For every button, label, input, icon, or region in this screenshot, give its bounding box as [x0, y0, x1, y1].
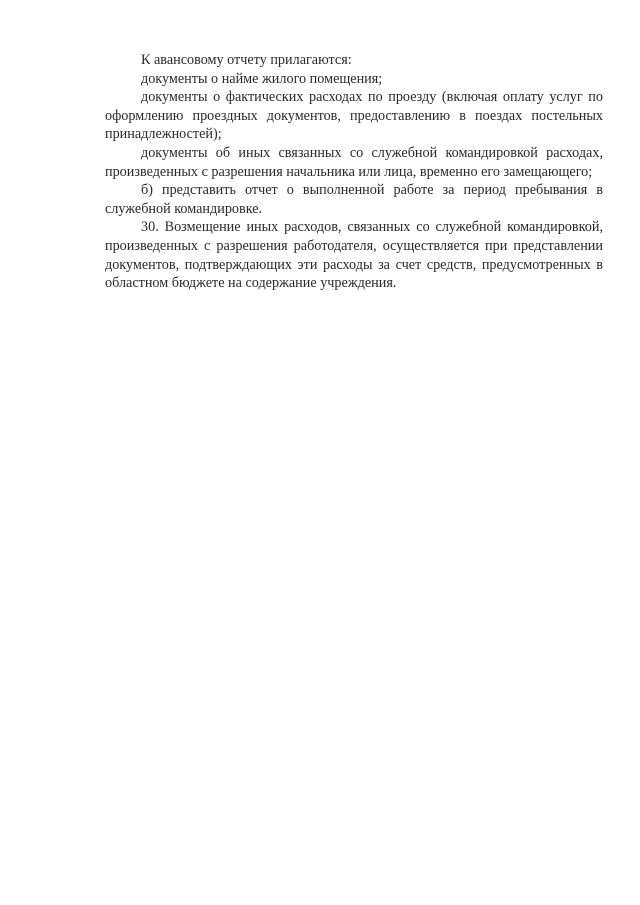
- paragraph-housing-documents: документы о найме жилого помещения;: [141, 70, 383, 87]
- paragraph-other-expense-documents: документы об иных связанных со служебной командировкой расходах, произведенных с разрешения начальника или лица, временно его замещающего;: [105, 144, 603, 180]
- paragraph-travel-expense-documents: документы о фактических расходах по проезду (включая оплату услуг по оформлению проездных документов, предоставлению в поездах постельных принадлежностей);: [105, 89, 603, 143]
- paragraph-item-30-reimbursement: 30. Возмещение иных расходов, связанных со служебной командировкой, произведенных с разрешения работодателя, осуществляется при представлении документов, подтверждающих эти расходы за счет средств, предусмотренных в областном бюджете на содержание учреждения.: [105, 219, 603, 292]
- paragraph-advance-report-attachments: К авансовому отчету прилагаются:: [141, 52, 352, 68]
- paragraph-work-report: б) представить отчет о выполненной работе за период пребывания в служебной командировке.: [105, 182, 603, 217]
- document-body: [105, 51, 603, 293]
